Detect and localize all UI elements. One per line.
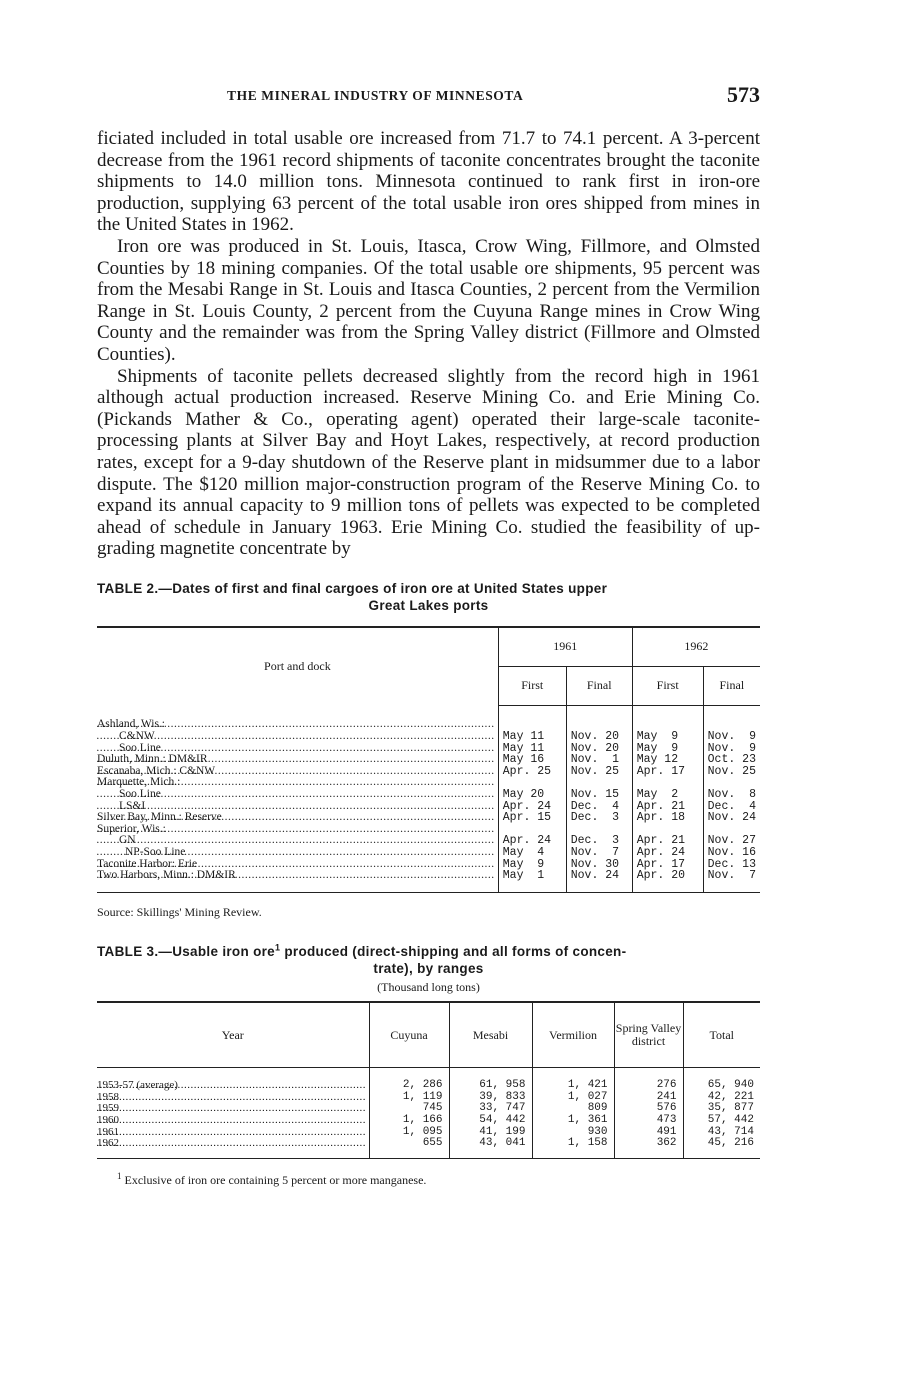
cell-first-1962: Apr. 24 xyxy=(632,847,703,859)
cell-first-1961: May 16 xyxy=(498,754,566,766)
cell-first-1961: Apr. 25 xyxy=(498,766,566,778)
column-header-1961-final: Final xyxy=(566,666,632,705)
cell-spring: 362 xyxy=(614,1138,683,1158)
cell-final-1962: Nov. 25 xyxy=(703,766,760,778)
cell-first-1961: Apr. 24 xyxy=(498,801,566,813)
cell-first-1962: May 9 xyxy=(632,731,703,743)
cell-mesabi: 61, 958 xyxy=(449,1068,532,1092)
table-2-source: Source: Skillings' Mining Review. xyxy=(97,904,262,919)
cell-final-1962: Oct. 23 xyxy=(703,754,760,766)
cell-final-1962: Nov. 8 xyxy=(703,789,760,801)
table-2-caption-line-2: Great Lakes ports xyxy=(368,597,489,613)
table-3-body xyxy=(97,1068,760,1159)
column-header-1962-final: Final xyxy=(703,666,760,705)
column-header-port-and-dock: Port and dock xyxy=(264,659,331,674)
column-header-spring-valley: Spring Valley district xyxy=(614,1002,683,1068)
cell-final-1961: Dec. 4 xyxy=(566,801,632,813)
cell-cuyuna: 2, 286 xyxy=(369,1068,449,1092)
cell-spring: 241 xyxy=(614,1092,683,1104)
cell-cuyuna: 1, 119 xyxy=(369,1092,449,1104)
table-row xyxy=(97,754,760,766)
cell-final-1962: Nov. 7 xyxy=(703,870,760,892)
cell-first-1961: May 9 xyxy=(498,859,566,871)
table-3-footnote: $^1$ Exclusive of iron ore containing 5 percent or more manganese. xyxy=(117,1170,427,1187)
cell-final-1961: Nov. 7 xyxy=(566,847,632,859)
table-2-body xyxy=(97,705,760,892)
cell-final-1961 xyxy=(566,705,632,731)
cell-dock: Two Harbors, Minn.: DM&IR ..... xyxy=(97,870,498,892)
cell-dock: C&NW ..... xyxy=(97,731,498,743)
cell-first-1961: May 11 xyxy=(498,731,566,743)
column-header-year: Year xyxy=(97,1002,369,1068)
cell-cuyuna: 1, 166 xyxy=(369,1115,449,1127)
cell-final-1962: Nov. 16 xyxy=(703,847,760,859)
cell-mesabi: 41, 199 xyxy=(449,1127,532,1139)
cell-total: 45, 216 xyxy=(683,1138,760,1158)
page-number: 573 xyxy=(727,82,760,107)
document-page xyxy=(97,82,760,1188)
cell-first-1962: Apr. 17 xyxy=(632,859,703,871)
cell-first-1961: May 1 xyxy=(498,870,566,892)
table-row xyxy=(97,1068,760,1092)
cell-vermilion: 809 xyxy=(532,1103,614,1115)
running-header xyxy=(97,82,760,114)
cell-final-1962: Nov. 27 xyxy=(703,835,760,847)
cell-dock: Escanaba, Mich.: C&NW ..... xyxy=(97,766,498,778)
cell-final-1961: Dec. 3 xyxy=(566,835,632,847)
cell-first-1962: Apr. 21 xyxy=(632,835,703,847)
cell-dock: LS&I ..... xyxy=(97,801,498,813)
column-header-total: Total xyxy=(683,1002,760,1068)
cell-final-1962: Dec. 4 xyxy=(703,801,760,813)
table-3-caption xyxy=(97,940,760,978)
cell-year: 1953-57 (average) ..... xyxy=(97,1068,369,1092)
cell-dock: Duluth, Minn.: DM&IR ..... xyxy=(97,754,498,766)
cell-vermilion: 1, 027 xyxy=(532,1092,614,1104)
cell-first-1961 xyxy=(498,705,566,731)
cell-spring: 576 xyxy=(614,1103,683,1115)
cell-first-1962: May 2 xyxy=(632,789,703,801)
cell-dock: Soo Line ..... xyxy=(97,789,498,801)
cell-spring: 276 xyxy=(614,1068,683,1092)
cell-final-1962: Dec. 13 xyxy=(703,859,760,871)
cell-dock: Silver Bay, Minn.: Reserve ..... xyxy=(97,812,498,824)
cell-final-1962: Nov. 9 xyxy=(703,743,760,755)
table-row xyxy=(97,1138,760,1158)
cell-total: 57, 442 xyxy=(683,1115,760,1127)
cell-spring: 491 xyxy=(614,1127,683,1139)
cell-total: 43, 714 xyxy=(683,1127,760,1139)
cell-final-1962: Nov. 9 xyxy=(703,731,760,743)
body-text xyxy=(97,128,760,560)
table-3 xyxy=(97,1001,760,1159)
cell-year: 1960 ..... xyxy=(97,1115,369,1127)
cell-first-1962: May 9 xyxy=(632,743,703,755)
column-header-mesabi: Mesabi xyxy=(449,1002,532,1068)
cell-final-1961: Dec. 3 xyxy=(566,812,632,824)
cell-final-1961: Nov. 20 xyxy=(566,743,632,755)
cell-dock: Ashland, Wis.: ..... xyxy=(97,705,498,731)
cell-final-1961: Nov. 30 xyxy=(566,859,632,871)
cell-vermilion: 930 xyxy=(532,1127,614,1139)
cell-final-1961: Nov. 1 xyxy=(566,754,632,766)
table-3-caption-line-2: trate), by ranges xyxy=(373,961,484,977)
cell-vermilion: 1, 361 xyxy=(532,1115,614,1127)
cell-final-1962 xyxy=(703,705,760,731)
cell-spring: 473 xyxy=(614,1115,683,1127)
table-row xyxy=(97,847,760,859)
cell-first-1961: May 4 xyxy=(498,847,566,859)
running-title: THE MINERAL INDUSTRY OF MINNESOTA xyxy=(227,88,524,103)
table-row xyxy=(97,789,760,801)
table-3-units: (Thousand long tons) xyxy=(377,980,480,995)
cell-total: 42, 221 xyxy=(683,1092,760,1104)
cell-final-1961: Nov. 20 xyxy=(566,731,632,743)
cell-year: 1962 ..... xyxy=(97,1138,369,1158)
cell-total: 35, 877 xyxy=(683,1103,760,1115)
column-header-1961-first: First xyxy=(498,666,566,705)
table-2 xyxy=(97,626,760,893)
cell-year: 1961 ..... xyxy=(97,1127,369,1139)
table-2-caption-line-1: TABLE 2.—Dates of first and final cargoes of iron ore at United States upper xyxy=(97,580,608,596)
cell-total: 65, 940 xyxy=(683,1068,760,1092)
paragraph-2: Iron ore was produced in St. Louis, Itasca, Crow Wing, Fillmore, and Olmsted Counties by 18 mining companies. Of the total usable ore shipments, 95 percent was from the Mesabi Range in St. Louis and Itasca Counties, 2 percent from the Vermilion Range in St. Louis County, 2 percent from the Cuyuna Range mines in Crow Wing County and the remainder was from the Spring Valley district (Fillmore and Olmsted Counties). xyxy=(97,235,760,365)
cell-first-1962: Apr. 17 xyxy=(632,766,703,778)
cell-year: 1959 ..... xyxy=(97,1103,369,1115)
table-2-caption xyxy=(97,580,760,614)
cell-first-1962: Apr. 21 xyxy=(632,801,703,813)
cell-final-1961: Nov. 15 xyxy=(566,789,632,801)
column-header-1962: 1962 xyxy=(632,627,760,667)
column-header-cuyuna: Cuyuna xyxy=(369,1002,449,1068)
cell-final-1961: Nov. 25 xyxy=(566,766,632,778)
footnote-marker: 1 xyxy=(274,942,281,953)
table-row xyxy=(97,705,760,731)
cell-final-1961: Nov. 24 xyxy=(566,870,632,892)
column-header-1961: 1961 xyxy=(498,627,632,667)
cell-vermilion: 1, 421 xyxy=(532,1068,614,1092)
table-row xyxy=(97,766,760,778)
table-row xyxy=(97,870,760,892)
cell-dock: Soo Line ..... xyxy=(97,743,498,755)
cell-first-1962: Apr. 18 xyxy=(632,812,703,824)
cell-dock: Superior, Wis.: ..... xyxy=(97,824,498,836)
cell-cuyuna: 1, 095 xyxy=(369,1127,449,1139)
cell-first-1961: Apr. 15 xyxy=(498,812,566,824)
table-row xyxy=(97,731,760,743)
cell-dock: NP-Soo Line ..... xyxy=(97,847,498,859)
cell-dock: GN ..... xyxy=(97,835,498,847)
cell-mesabi: 39, 833 xyxy=(449,1092,532,1104)
column-header-vermilion: Vermilion xyxy=(532,1002,614,1068)
cell-year: 1958 ..... xyxy=(97,1092,369,1104)
cell-dock: Taconite Harbor: Erie ..... xyxy=(97,859,498,871)
cell-dock: Marquette, Mich.: ..... xyxy=(97,777,498,789)
cell-vermilion: 1, 158 xyxy=(532,1138,614,1158)
table-3-caption-line-1: TABLE 3.—Usable iron ore$^1$ produced (direct-shipping and all forms of concen- xyxy=(97,942,627,960)
cell-first-1962: Apr. 20 xyxy=(632,870,703,892)
cell-mesabi: 54, 442 xyxy=(449,1115,532,1127)
cell-cuyuna: 655 xyxy=(369,1138,449,1158)
cell-first-1962 xyxy=(632,705,703,731)
cell-cuyuna: 745 xyxy=(369,1103,449,1115)
paragraph-1: ficiated included in total usable ore increased from 71.7 to 74.1 percent. A 3-percent decrease from the 1961 record shipments of taconite concentrates brought the taconite shipments to 14.0 million tons. Minnesota continued to rank first in iron-ore production, supplying 63 percent of the total usable iron ores shipped from mines in the United States in 1962. xyxy=(97,128,760,236)
paragraph-3: Shipments of taconite pellets decreased slightly from the record high in 1961 although actual production increased. Reserve Mining Co. and Erie Mining Co. (Pickands Mather & Co., operating agent) operated their large-scale taconite-processing plants at Silver Bay and Hoyt Lakes, respectively, at record production rates, except for a 9-day shutdown of the Reserve plant in midsummer due to a labor dispute. The $120 million major-construction program of the Reserve Mining Co. to expand its annual capacity to 9 million tons of pellets was expected to be completed ahead of schedule in January 1963. Erie Mining Co. studied the feasibility of up-grading magnetite concentrate by xyxy=(97,365,760,560)
table-row xyxy=(97,812,760,824)
table-row xyxy=(97,1115,760,1127)
cell-first-1961: May 20 xyxy=(498,789,566,801)
cell-final-1962: Nov. 24 xyxy=(703,812,760,824)
cell-first-1962: May 12 xyxy=(632,754,703,766)
cell-mesabi: 33, 747 xyxy=(449,1103,532,1115)
cell-first-1961: May 11 xyxy=(498,743,566,755)
column-header-1962-first: First xyxy=(632,666,703,705)
cell-first-1961: Apr. 24 xyxy=(498,835,566,847)
cell-mesabi: 43, 041 xyxy=(449,1138,532,1158)
